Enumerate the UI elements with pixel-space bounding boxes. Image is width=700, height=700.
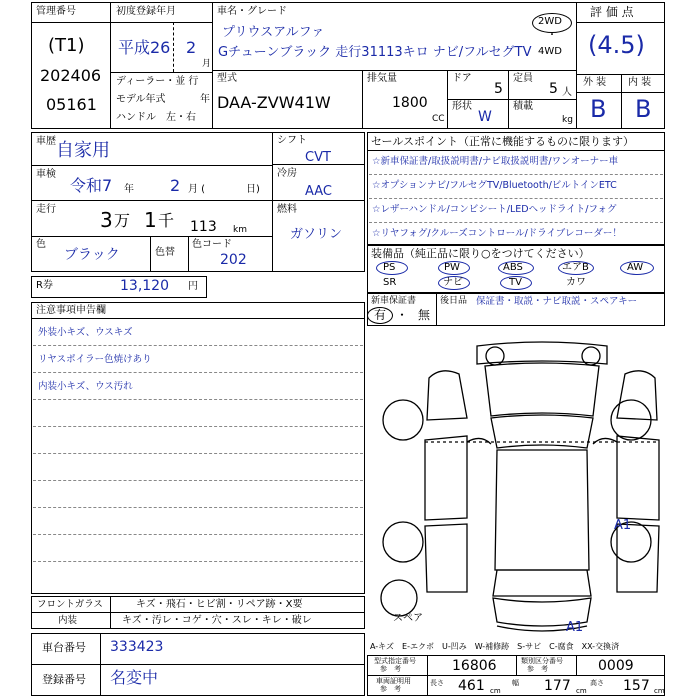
notes-header: 注意事項申告欄	[36, 305, 106, 316]
warranty-yes: 有	[374, 308, 387, 322]
mgmt-line1: (T1)	[48, 35, 85, 56]
regno-value: 名変中	[110, 668, 159, 687]
inspection-day-unit: 日)	[246, 184, 260, 195]
equip-pw: PW	[444, 262, 460, 273]
shift-value: CVT	[305, 150, 331, 165]
disp-unit: CC	[432, 114, 445, 124]
inspection-label: 車検	[36, 169, 56, 180]
warranty-label: 新車保証書	[371, 296, 417, 306]
equip-navi: ナビ	[443, 277, 463, 288]
score-int-label: 内 装	[628, 77, 652, 88]
shape-value: W	[478, 109, 492, 125]
interior-text: キズ・汚レ・コゲ・穴・スレ・キレ・破レ	[122, 615, 312, 626]
damage-a1-side: A1	[614, 518, 632, 533]
recycle-label: R券	[36, 280, 53, 291]
spare-label: スペア	[393, 613, 423, 624]
color-value: ブラック	[64, 247, 120, 263]
equip-ps: PS	[383, 262, 396, 273]
spec-wid: 177	[544, 678, 571, 694]
cap-label: 定員	[513, 73, 533, 84]
chassis-value: 333423	[110, 639, 164, 655]
spec-wid-unit: cm	[576, 687, 587, 695]
later-value: 保証書・取説・ナビ取説・スペアキー	[476, 296, 638, 307]
equip-header: 装備品（純正品に限り○をつけてください）	[371, 247, 590, 260]
spec-len-label: 長さ	[430, 679, 444, 687]
score-label: 評 価 点	[590, 5, 634, 19]
inspection-month: 2	[170, 176, 181, 195]
spec-type-label: 型式指定番号	[374, 657, 416, 665]
car-damage-diagram	[367, 330, 665, 640]
color-code-label: 色コード	[192, 239, 232, 250]
disp-label: 排気量	[367, 73, 397, 84]
spec-cat-label: 類別区分番号	[521, 657, 563, 665]
later-label: 後日品	[440, 296, 468, 306]
reg-month: 2	[186, 38, 197, 57]
recycle-section	[31, 276, 207, 298]
cap-value: 5	[549, 81, 558, 97]
ac-value: AAC	[305, 184, 332, 199]
dealer-label: ディーラー・並 行	[116, 76, 199, 87]
door-value: 5	[494, 81, 503, 97]
history-label: 車歴	[36, 136, 56, 147]
spec-len-unit: cm	[490, 687, 501, 695]
drive-2wd: 2WD	[538, 16, 562, 27]
fuel-label: 燃料	[277, 204, 297, 215]
model-label: 型式	[217, 73, 237, 84]
equip-tv: TV	[509, 277, 522, 288]
interior-label: 内装	[58, 615, 78, 626]
sales-item-3: ☆レザーハンドル/コンビシート/LEDヘッドライト/フォグ	[372, 204, 617, 215]
mgmt-label: 管理番号	[36, 6, 76, 17]
model-year-label: モデル年式	[116, 94, 166, 105]
history-value: 自家用	[56, 140, 110, 161]
color-code: 202	[220, 252, 247, 268]
spec-type-ref: 参 考	[380, 665, 401, 673]
mileage-man: 3	[100, 208, 113, 232]
model-value: DAA-ZVW41W	[217, 93, 331, 112]
note-2: リヤスポイラー色焼けあり	[38, 354, 152, 365]
model-year-unit: 年	[200, 94, 210, 105]
equip-airbag: エアB	[562, 262, 589, 273]
color-label: 色	[36, 239, 46, 250]
ac-label: 冷房	[277, 168, 297, 179]
spec-hei-label: 高さ	[590, 679, 604, 687]
equip-abs: ABS	[503, 262, 523, 273]
spec-cat-ref: 参 考	[527, 665, 548, 673]
sales-header: セールスポイント（正常に機能するものに限ります）	[371, 135, 635, 148]
inspection-year-unit: 年	[124, 184, 134, 195]
mgmt-line3: 05161	[46, 95, 97, 114]
mileage-unit: km	[233, 225, 247, 235]
handle-label: ハンドル 左・右	[116, 112, 196, 123]
sales-item-2: ☆オプションナビ/フルセグTV/Bluetooth/ビルトインETC	[372, 180, 617, 191]
spec-hei-unit: cm	[654, 687, 665, 695]
inspection-month-unit: 月 (	[188, 184, 206, 195]
shift-label: シフト	[277, 135, 307, 146]
mgmt-line2: 202406	[40, 66, 102, 85]
color-change-label: 色替	[155, 247, 175, 258]
spec-cat-no: 0009	[598, 658, 634, 674]
mileage-sen-unit: 千	[158, 211, 175, 230]
equip-sr: SR	[383, 277, 397, 288]
reg-era: 平成26	[118, 38, 171, 57]
mileage-sen: 1	[144, 208, 157, 232]
spec-cert-label: 車両証明用	[376, 677, 411, 685]
spec-wid-label: 幅	[512, 679, 519, 687]
load-label: 積載	[513, 101, 533, 112]
spec-len: 461	[458, 678, 485, 694]
mileage-rest: 113	[190, 219, 217, 235]
score-ext-label: 外 装	[583, 77, 607, 88]
sales-item-4: ☆リヤフォグ/クルーズコントロール/ドライブレコーダー！	[372, 228, 622, 239]
car-grade: Gチューンブラック 走行31113キロ ナビ/フルセグTV	[218, 45, 532, 60]
shape-label: 形状	[452, 101, 472, 112]
damage-legend: A-キズ E-エクボ U-凹み W-補修跡 S-サビ C-腐食 XX-交換済	[370, 642, 620, 651]
regno-label: 登録番号	[42, 673, 86, 686]
disp-value: 1800	[392, 95, 428, 111]
mileage-man-unit: 万	[114, 211, 131, 230]
mileage-label: 走行	[36, 204, 56, 215]
reg-month-unit: 月	[202, 59, 212, 69]
equip-leather: カワ	[566, 277, 586, 288]
fuel-value: ガソリン	[290, 227, 343, 242]
spec-type-no: 16806	[452, 658, 497, 674]
note-3: 内装小キズ、ウス汚れ	[38, 381, 133, 392]
load-unit: kg	[562, 115, 573, 125]
score-int: B	[635, 95, 652, 123]
recycle-unit: 円	[188, 281, 198, 292]
spec-cert-ref: 参 考	[380, 685, 401, 693]
warranty-dot: ・	[396, 308, 409, 322]
damage-a1-rear: A1	[566, 620, 584, 635]
recycle-value: 13,120	[120, 278, 169, 294]
score-value: (4.5)	[588, 31, 645, 59]
note-1: 外装小キズ、ウスキズ	[38, 327, 133, 338]
score-ext: B	[590, 95, 607, 123]
glass-text: キズ・飛石・ヒビ割・リペア跡・X要	[136, 599, 303, 610]
cap-unit: 人	[562, 87, 572, 98]
door-label: ドア	[452, 73, 472, 84]
inspection-era: 令和7	[70, 176, 113, 195]
warranty-no: 無	[418, 308, 431, 322]
drive-dot: ・	[547, 30, 557, 41]
spec-hei: 157	[623, 678, 650, 694]
equip-aw: AW	[627, 262, 644, 273]
reg-label: 初度登録年月	[116, 6, 176, 17]
car-name: プリウスアルファ	[222, 25, 325, 40]
car-label: 車名・グレード	[217, 6, 287, 17]
sales-item-1: ☆新車保証書/取扱説明書/ナビ取扱説明書/ワンオーナー車	[372, 156, 619, 167]
chassis-label: 車台番号	[42, 641, 86, 654]
glass-label: フロントガラス	[37, 599, 103, 610]
drive-4wd: 4WD	[538, 46, 562, 57]
